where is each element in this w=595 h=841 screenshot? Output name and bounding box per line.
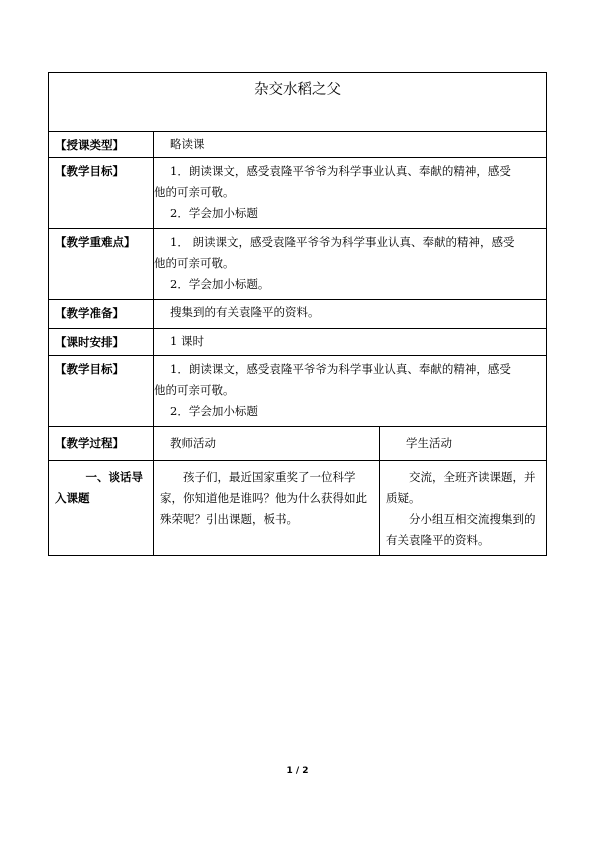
lesson-type-value-cell	[154, 132, 547, 158]
objectives-1-line-2: 他的可亲可敬。	[154, 185, 235, 199]
lesson-type-label: 【授课类型】	[55, 138, 124, 152]
key-points-line-1: 1． 朗读课文，感受袁隆平爷爷为科学事业认真、奉献的精神，感受	[170, 235, 515, 249]
step-1-label-cell	[49, 461, 154, 556]
objectives-value-cell-2	[154, 356, 547, 427]
schedule-value: 1 课时	[170, 334, 204, 348]
objectives-2-line-2: 他的可亲可敬。	[154, 383, 235, 397]
step-1-student-text-2: 分小组互相交流搜集到的有关袁隆平的资料。	[386, 512, 536, 547]
preparation-label-cell	[49, 300, 154, 329]
schedule-row	[49, 329, 547, 356]
step-1-teacher-text: 孩子们，最近国家重奖了一位科学家，你知道他是谁吗？他为什么获得如此殊荣呢？引出课题，板书。	[160, 470, 367, 526]
objectives-value-cell-1	[154, 158, 547, 229]
objectives-label-1: 【教学目标】	[55, 164, 124, 178]
key-points-row	[49, 229, 547, 300]
process-label: 【教学过程】	[55, 436, 124, 450]
objectives-row-1	[49, 158, 547, 229]
objectives-label-cell-1	[49, 158, 154, 229]
title-cell	[49, 73, 547, 132]
student-activity-header-cell	[380, 427, 547, 461]
step-1-row	[49, 461, 547, 556]
preparation-value: 搜集到的有关袁隆平的资料。	[170, 305, 320, 319]
objectives-1-line-3: 2．学会加小标题	[170, 206, 258, 220]
objectives-2-line-1: 1．朗读课文，感受袁隆平爷爷为科学事业认真、奉献的精神，感受	[170, 362, 511, 376]
objectives-2-line-3: 2．学会加小标题	[170, 404, 258, 418]
lesson-type-value: 略读课	[170, 137, 205, 151]
step-1-label-line-1: 一、谈话导	[85, 470, 143, 484]
key-points-value-cell	[154, 229, 547, 300]
objectives-row-2	[49, 356, 547, 427]
document-title: 杂交水稻之父	[254, 82, 341, 98]
step-1-label-line-2: 入课题	[55, 491, 90, 505]
key-points-label-cell	[49, 229, 154, 300]
lesson-type-label-cell	[49, 132, 154, 158]
lesson-plan-table	[48, 72, 547, 556]
page-number: 1 / 2	[286, 766, 309, 776]
teacher-activity-header-cell	[154, 427, 380, 461]
schedule-label-cell	[49, 329, 154, 356]
step-1-student-cell	[380, 461, 547, 556]
key-points-line-2: 他的可亲可敬。	[154, 256, 235, 270]
key-points-label: 【教学重难点】	[55, 235, 136, 249]
preparation-label: 【教学准备】	[55, 306, 124, 320]
preparation-row	[49, 300, 547, 329]
step-1-teacher-cell	[154, 461, 380, 556]
process-label-cell	[49, 427, 154, 461]
objectives-label-2: 【教学目标】	[55, 362, 124, 376]
objectives-label-cell-2	[49, 356, 154, 427]
teacher-activity-header: 教师活动	[170, 436, 216, 450]
schedule-value-cell	[154, 329, 547, 356]
schedule-label: 【课时安排】	[55, 335, 124, 349]
preparation-value-cell	[154, 300, 547, 329]
title-row	[49, 73, 547, 132]
lesson-type-row	[49, 132, 547, 158]
key-points-line-3: 2．学会加小标题。	[170, 277, 270, 291]
objectives-1-line-1: 1．朗读课文，感受袁隆平爷爷为科学事业认真、奉献的精神，感受	[170, 164, 511, 178]
step-1-student-text-1: 交流，全班齐读课题，并质疑。	[386, 470, 536, 505]
student-activity-header: 学生活动	[406, 436, 452, 450]
process-header-row	[49, 427, 547, 461]
